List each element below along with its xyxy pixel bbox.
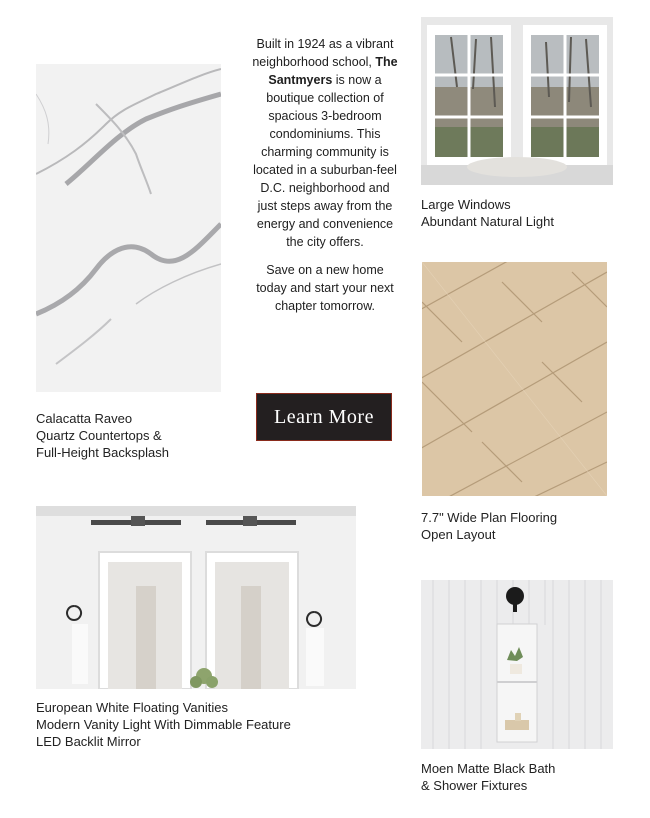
brand-name: The Santmyers	[268, 55, 398, 87]
caption-line: Large Windows	[421, 197, 511, 212]
windows-caption	[421, 196, 554, 230]
caption-line: Quartz Countertops &	[36, 428, 162, 443]
caption-line: & Shower Fixtures	[421, 778, 528, 793]
vanity-caption	[36, 699, 291, 750]
caption-line: European White Floating Vanities	[36, 700, 228, 715]
shower-fixtures-photo	[421, 580, 613, 749]
caption-line: Moen Matte Black Bath	[421, 761, 556, 776]
caption-line: Open Layout	[421, 527, 496, 542]
caption-line: Modern Vanity Light With Dimmable Feature	[36, 717, 291, 732]
large-windows-photo	[421, 17, 613, 185]
caption-line: Full-Height Backsplash	[36, 445, 169, 460]
caption-line: Calacatta Raveo	[36, 411, 133, 426]
fixtures-caption	[421, 760, 555, 794]
caption-line: Abundant Natural Light	[421, 214, 554, 229]
quartz-countertop-photo	[36, 64, 221, 392]
caption-line: LED Backlit Mirror	[36, 734, 141, 749]
intro-paragraph	[250, 35, 400, 251]
intro-text	[250, 35, 400, 325]
caption-line: 7.7" Wide Plan Flooring	[421, 510, 558, 525]
wood-flooring-photo	[422, 262, 607, 496]
flooring-caption	[421, 509, 557, 543]
intro-part1: Built in 1924 as a vibrant neighborhood school,	[252, 37, 394, 69]
intro-part2: is now a boutique collection of spacious 3-bedroom condominiums. This charming community is located in a suburban-feel D.C. neighborhood and just steps away from the energy and convenience the city offers.	[253, 73, 397, 249]
intro-paragraph-2: Save on a new home today and start your next chapter tomorrow.	[256, 263, 394, 313]
learn-more-button[interactable]: Learn More	[256, 393, 392, 441]
countertop-caption	[36, 410, 169, 461]
vanity-mirror-photo	[36, 506, 356, 689]
